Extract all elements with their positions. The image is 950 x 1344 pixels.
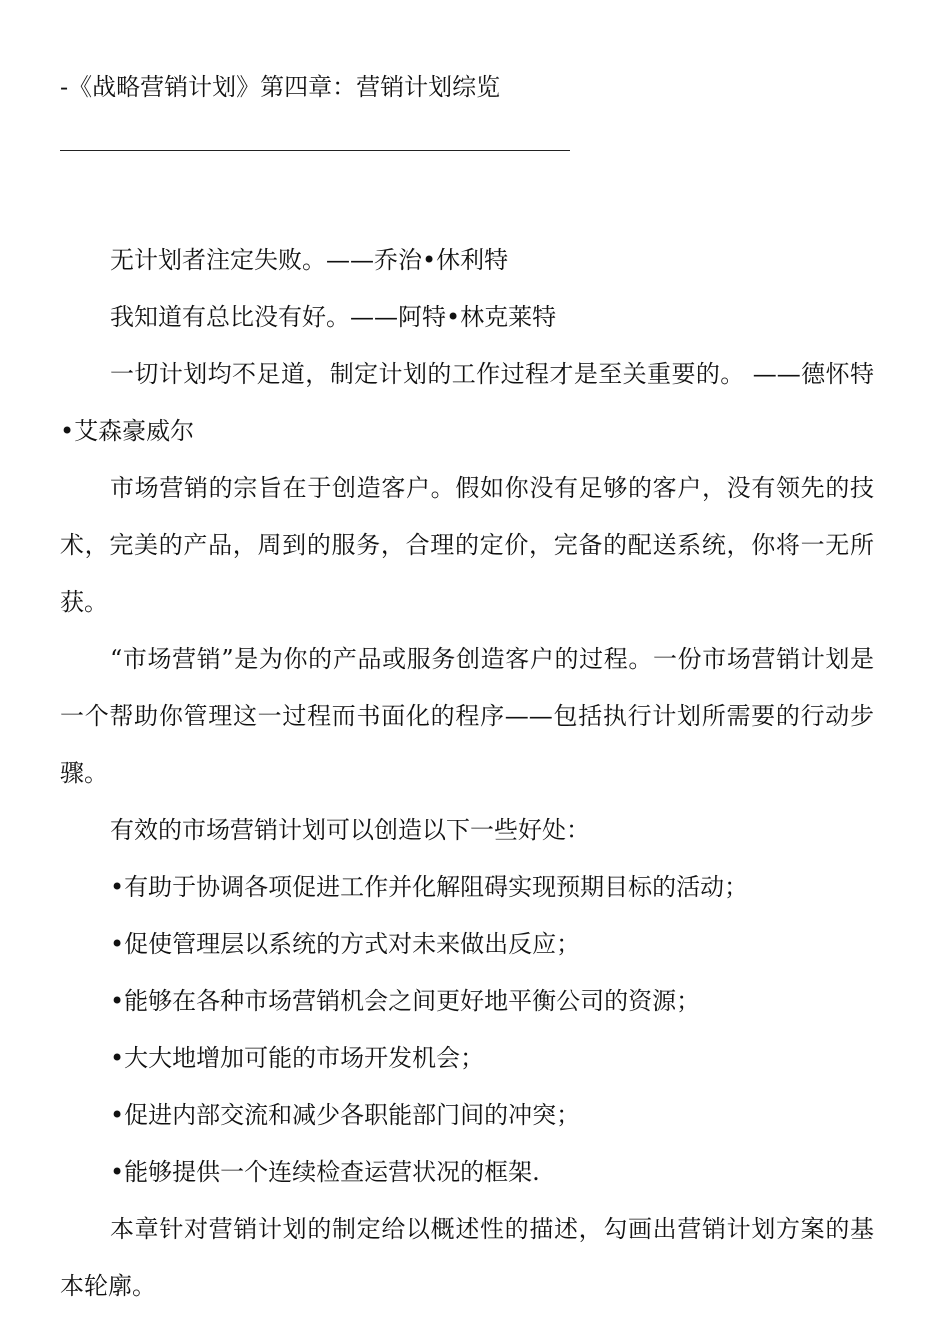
body-paragraph: “市场营销”是为你的产品或服务创造客户的过程。一份市场营销计划是一个帮助你管理这一过程而书面化的程序——包括执行计划所需要的行动步骤。 [60, 645, 874, 787]
header-divider [60, 150, 570, 151]
benefit-list-item: •能够提供一个连续检查运营状况的框架. [110, 1158, 540, 1186]
benefit-list-item: •促进内部交流和减少各职能部门间的冲突； [110, 1101, 581, 1129]
benefit-list-item: •能够在各种市场营销机会之间更好地平衡公司的资源； [110, 987, 701, 1015]
benefit-list-item: •大大地增加可能的市场开发机会； [110, 1044, 485, 1072]
benefit-list-item: •促使管理层以系统的方式对未来做出反应； [110, 930, 581, 958]
body-paragraph: 有效的市场营销计划可以创造以下一些好处： [110, 816, 590, 844]
body-paragraph: 市场营销的宗旨在于创造客户。假如你没有足够的客户，没有领先的技术，完美的产品，周到的服务，合理的定价，完备的配送系统，你将一无所获。 [60, 474, 874, 616]
benefit-list-item: •有助于协调各项促进工作并化解阻碍实现预期目标的活动； [110, 873, 749, 901]
quote-paragraph: 无计划者注定失败。——乔治•休利特 [110, 246, 509, 274]
closing-paragraph: 本章针对营销计划的制定给以概述性的描述，勾画出营销计划方案的基本轮廓。 [60, 1215, 874, 1300]
quote-paragraph: 一切计划均不足道，制定计划的工作过程才是至关重要的。 ——德怀特•艾森豪威尔 [60, 360, 874, 445]
quote-paragraph: 我知道有总比没有好。——阿特•林克莱特 [110, 303, 557, 331]
document-body [60, 232, 874, 1315]
chapter-header: -《战略营销计划》第四章：营销计划综览 [60, 73, 501, 101]
